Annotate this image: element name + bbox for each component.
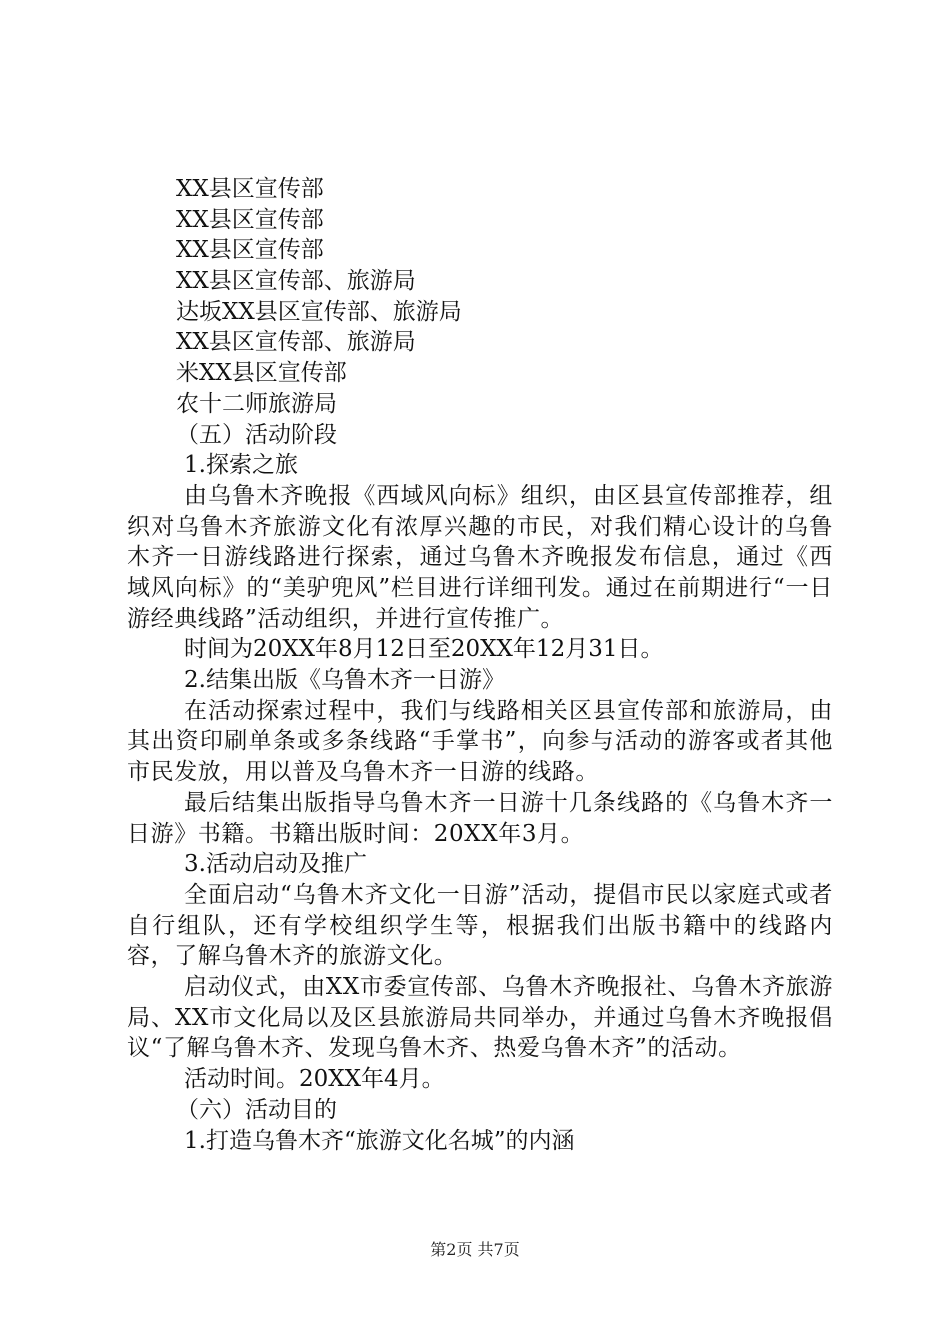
org-list-item: XX县区宣传部 <box>176 237 324 264</box>
org-list-item: XX县区宣传部 <box>176 206 324 233</box>
paragraph-time: 时间为20XX年8月12日至20XX年12月31日。 <box>184 636 664 663</box>
section-heading: （五）活动阶段 <box>176 421 337 448</box>
paragraph: 在活动探索过程中，我们与线路相关区县宣传部和旅游局，由其出资印刷单条或多条线路“手掌书”，向参与活动的游客或者其他市民发放，用以普及乌鲁木齐一日游的线路。 <box>127 697 833 786</box>
org-list-item: 农十二师旅游局 <box>176 390 337 417</box>
paragraph-time: 活动时间。20XX年4月。 <box>184 1066 445 1093</box>
subsection-title: 1.打造乌鲁木齐“旅游文化名城”的内涵 <box>184 1127 575 1154</box>
paragraph: 由乌鲁木齐晚报《西域风向标》组织，由区县宣传部推荐，组织对乌鲁木齐旅游文化有浓厚兴趣的市民，对我们精心设计的乌鲁木齐一日游线路进行探索，通过乌鲁木齐晚报发布信息，通过《西域风向标》的“美驴兜风”栏目进行详细刊发。通过在前期进行“一日游经典线路”活动组织，并进行宣传推广。 <box>127 482 833 632</box>
subsection-title: 2.结集出版《乌鲁木齐一日游》 <box>184 667 505 694</box>
paragraph: 启动仪式，由XX市委宣传部、乌鲁木齐晚报社、乌鲁木齐旅游局、XX市文化局以及区县旅游局共同举办，并通过乌鲁木齐晚报倡议“了解乌鲁木齐、发现乌鲁木齐、热爱乌鲁木齐”的活动。 <box>127 974 833 1062</box>
subsection-title: 3.活动启动及推广 <box>184 851 367 878</box>
org-list-item: 达坂XX县区宣传部、旅游局 <box>176 298 462 325</box>
subsection-title: 1.探索之旅 <box>184 452 298 479</box>
page-footer: 第2页 共7页 <box>430 1240 520 1259</box>
paragraph: 最后结集出版指导乌鲁木齐一日游十几条线路的《乌鲁木齐一日游》书籍。书籍出版时间：20XX年3月。 <box>127 789 833 847</box>
org-list-item: XX县区宣传部、旅游局 <box>176 268 416 295</box>
document-body <box>127 174 833 1156</box>
section-heading: （六）活动目的 <box>176 1096 337 1123</box>
paragraph: 全面启动“乌鲁木齐文化一日游”活动，提倡市民以家庭式或者自行组队，还有学校组织学生等，根据我们出版书籍中的线路内容，了解乌鲁木齐的旅游文化。 <box>127 881 833 970</box>
org-list-item: 米XX县区宣传部 <box>176 360 347 387</box>
org-list-item: XX县区宣传部、旅游局 <box>176 329 416 356</box>
org-list-item: XX县区宣传部 <box>176 176 324 202</box>
